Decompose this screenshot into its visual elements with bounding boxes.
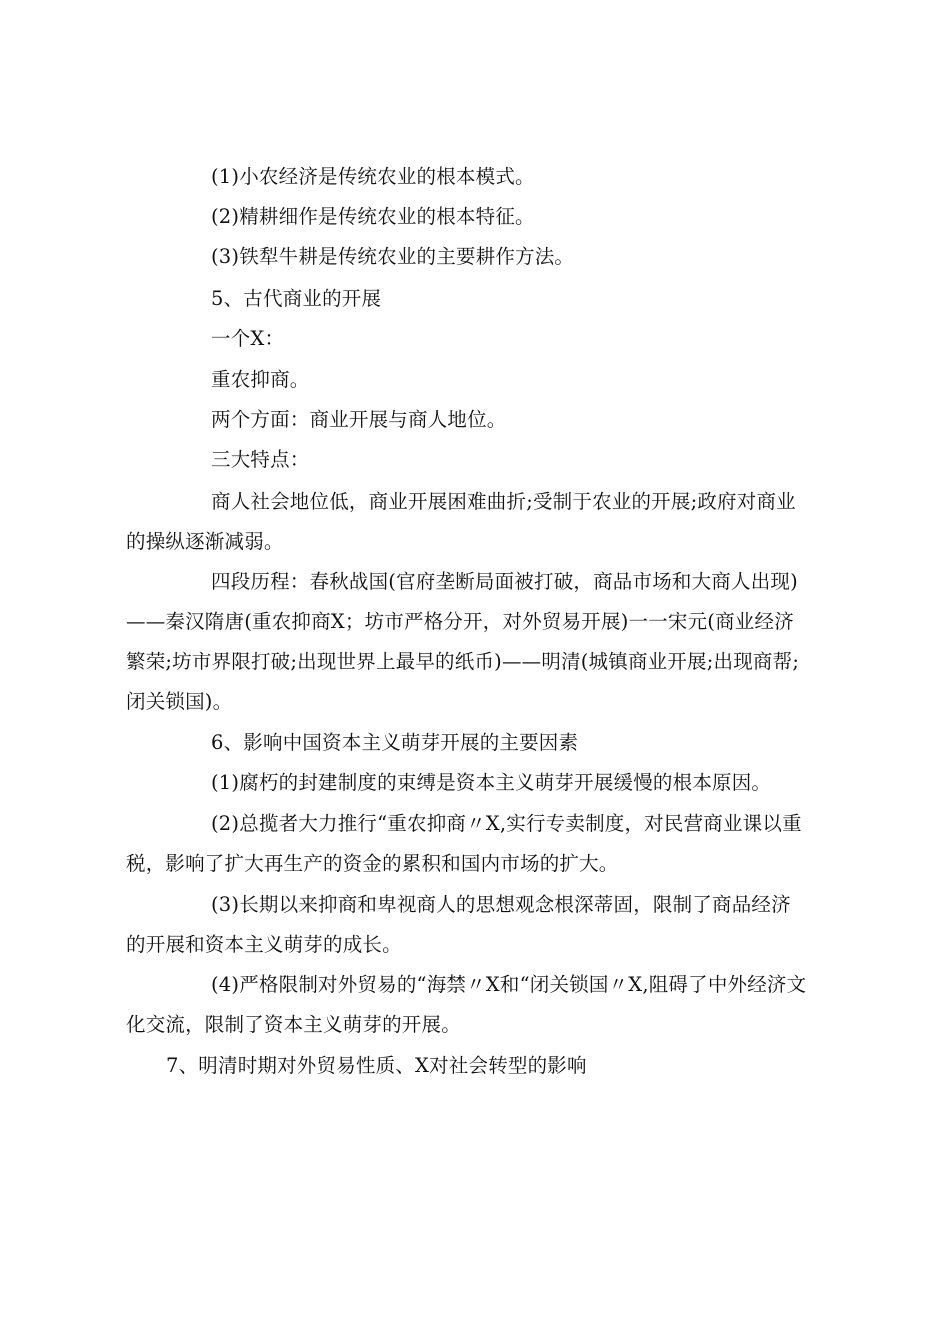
text-line: 化交流，限制了资本主义萌芽的开展。 xyxy=(126,1013,461,1036)
text-line: 的操纵逐渐减弱。 xyxy=(126,530,284,553)
text-line: (4)严格限制对外贸易的“海禁〃X和“闭关锁国〃X,阻碍了中外经济文 xyxy=(211,973,807,996)
text-line: 一个X： xyxy=(211,327,285,350)
text-line: 闭关锁国)。 xyxy=(126,690,233,713)
section-heading: 5、古代商业的开展 xyxy=(211,287,382,310)
text-line: 商人社会地位低，商业开展困难曲折;受制于农业的开展;政府对商业 xyxy=(211,490,796,513)
text-line: 的开展和资本主义萌芽的成长。 xyxy=(126,933,402,956)
text-line: 繁荣;坊市界限打破;出现世界上最早的纸币)——明清(城镇商业开展;出现商帮; xyxy=(126,650,800,673)
text-line: 三大特点： xyxy=(211,448,310,471)
text-line: (3)铁犁牛耕是传统农业的主要耕作方法。 xyxy=(211,245,575,268)
text-line: (3)长期以来抑商和卑视商人的思想观念根深蒂固，限制了商品经济 xyxy=(211,893,791,916)
section-heading: 6、影响中国资本主义萌芽开展的主要因素 xyxy=(211,731,579,754)
text-line: ——秦汉隋唐(重农抑商X；坊市严格分开，对外贸易开展)一一宋元(商业经济 xyxy=(126,610,794,633)
text-line: 税，影响了扩大再生产的资金的累积和国内市场的扩大。 xyxy=(126,852,619,875)
text-line: 重农抑商。 xyxy=(211,368,310,391)
text-line: 两个方面：商业开展与商人地位。 xyxy=(211,408,507,431)
text-line: (2)精耕细作是传统农业的根本特征。 xyxy=(211,205,535,228)
text-line: 四段历程：春秋战国(官府垄断局面被打破，商品市场和大商人出现) xyxy=(211,570,798,593)
section-heading: 7、明清时期对外贸易性质、X对社会转型的影响 xyxy=(166,1054,587,1077)
text-line: (2)总揽者大力推行“重农抑商〃X,实行专卖制度，对民营商业课以重 xyxy=(211,812,802,835)
text-line: (1)小农经济是传统农业的根本模式。 xyxy=(211,165,535,188)
text-line: (1)腐朽的封建制度的束缚是资本主义萌芽开展缓慢的根本原因。 xyxy=(211,771,772,794)
